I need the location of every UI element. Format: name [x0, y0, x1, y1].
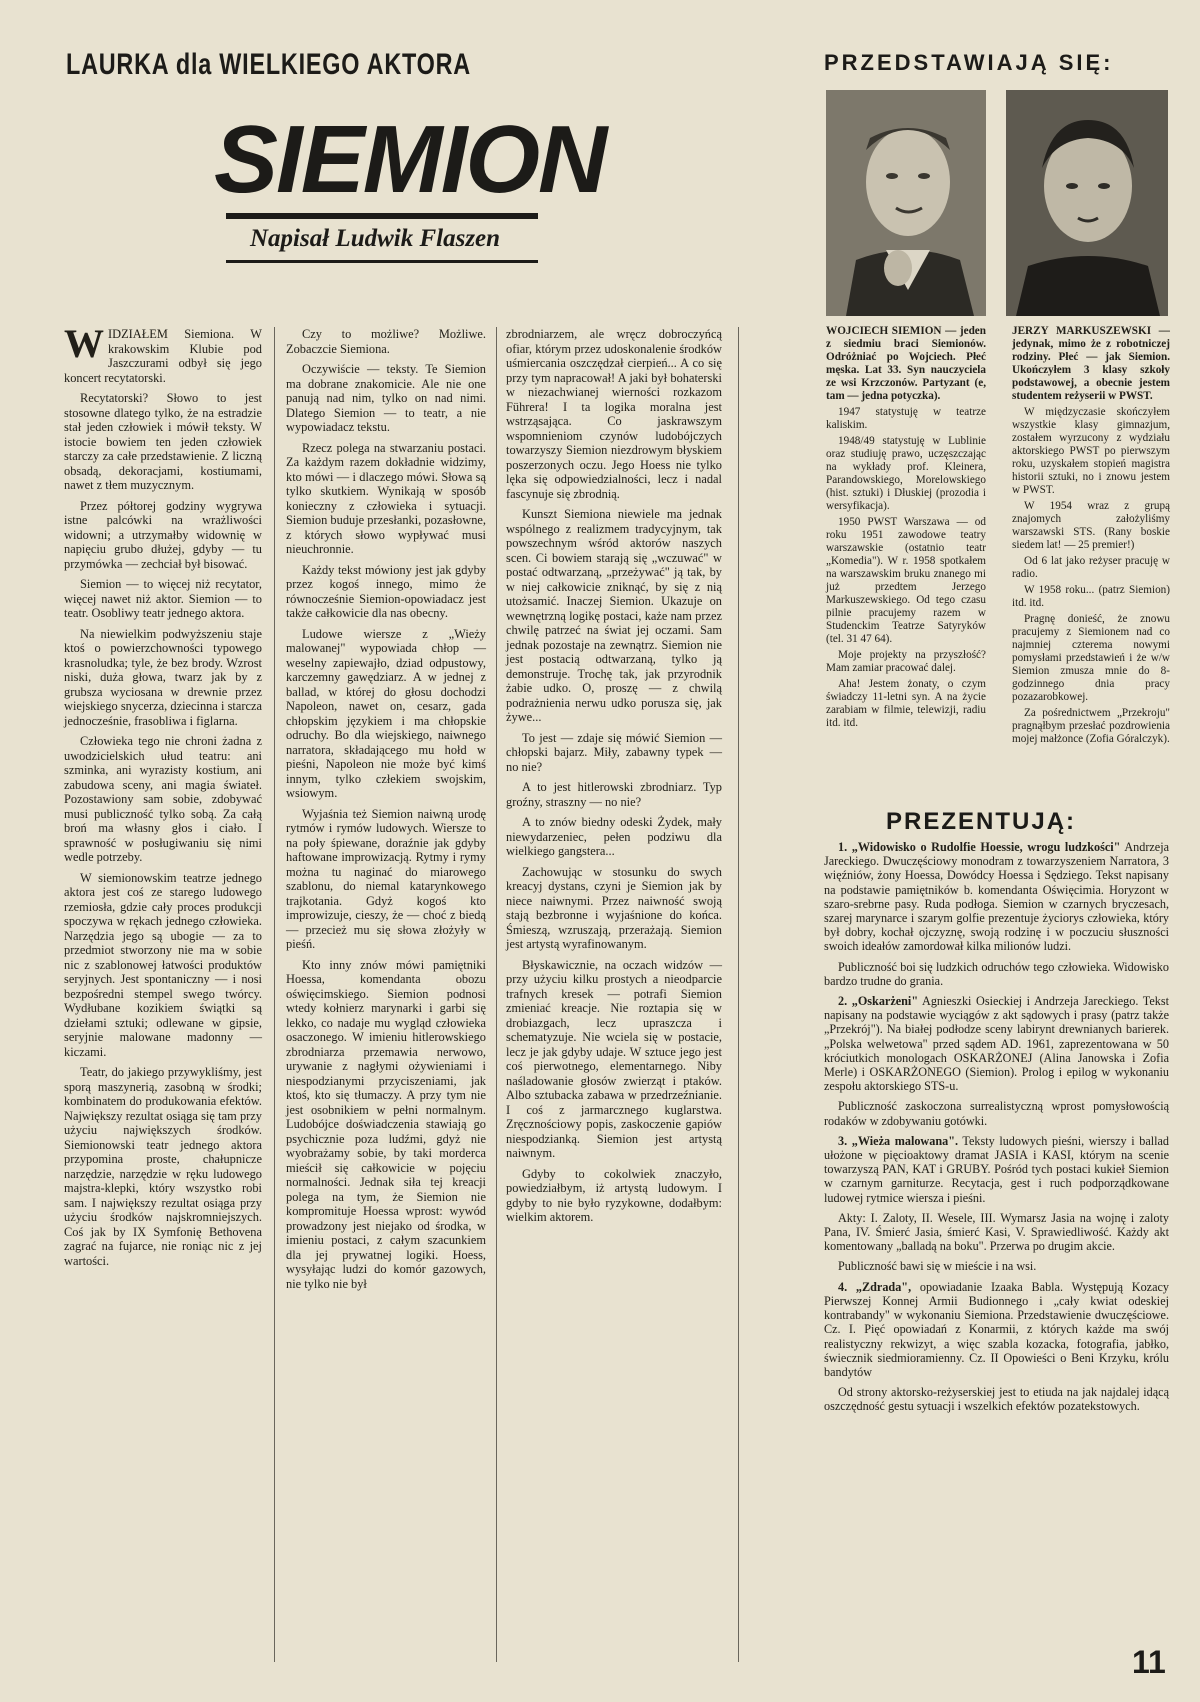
bio-markuszewski — [1012, 325, 1170, 749]
column-divider — [496, 327, 497, 1662]
portrait-photo-markuszewski — [1006, 90, 1168, 316]
presentation-item — [824, 1259, 1169, 1273]
article-column-3 — [506, 327, 722, 1231]
paragraph: Kunszt Siemiona niewiele ma jednak wspólnego z realizmem tradycyjnym, tak powszechnym wśród aktorów naszych scen. Ci bowiem starają się „wczuwać" w postać odtwarzaną, „przeżywać" ją tak, by w niej całkowicie zniknąć, by się z nią utożsamić. Inaczej Siemion. Ukazuje on wewnętrzną logikę postaci, każe nam przez chwilę patrzeć na świat jej oczami. Sam jednak pozostaje na zewnątrz. Siemion nie jest postacią odtwarzaną, tylko ją demonstruje. Trochę tak, jak przyrodnik żabie udko. O, proszę — z chwilą podrażnienia nerwu udko porusza się, jak żywe... — [506, 507, 722, 724]
presentation-text: Teksty ludowych pieśni, wierszy i ballad ułożone w pięcioaktowy dramat JASIA i KASI, którym na scenie towarzyszą PAN, KAT i GRUBY. Pośród tych postaci kukieł Siemion w czarnym garniturze. Recytacja, gest i ruch podporządkowane ludowej rytmice wiersza i pieśni. — [824, 1133, 1170, 1205]
portrait-image — [826, 90, 986, 316]
paragraph: Kto inny znów mówi pamiętniki Hoessa, komendanta obozu oświęcimskiego. Siemion podnosi wtedy kołnierz marynarki i garbi się lekko, co nadaje mu wygląd człowieka osaczonego. W imieniu hitlerowskiego zbrodniarza przemawia nerwowo, urywanie z nagłymi ożywieniami i niespodzianymi przyciszeniami, jak ktoś, kto się tłumaczy. A przy tym nie jest osobnikiem w pełni normalnym. Ludobójce doświadczenia stawiają go psychicznie poza ludźmi, gdyż nie wyobrażamy sobie, by taki morderca mieścił się całkowicie w pojęciu normalności. Jednak siła tej kreacji polega na tym, że Siemion nie kompromituje Hoessa wprost: wywód prowadzony jest niejako od środka, w imieniu postaci, z całym szacunkiem dla jej prywatnej logiki. Hoess, wysyłając ludzi do komór gazowych, nie tylko nie był — [286, 957, 486, 1291]
presentation-item — [824, 840, 1169, 954]
paragraph: Recytatorski? Słowo to jest stosowne dlatego tylko, że na estradzie stał jeden człowiek i mówił teksty. W istocie bowiem ten jeden człowiek starczy za całe przedstawienie. Z liczną obsadą, dekoracjami, kostiumami, nawet z tłem muzycznym. — [64, 391, 262, 492]
paragraph: Czy to możliwe? Możliwe. Zobaczcie Siemiona. — [286, 327, 486, 356]
presentations-list — [824, 840, 1169, 1420]
paragraph: Teatr, do jakiego przywykliśmy, jest sporą maszynerią, zasobną w środki; kombinatem do produkowania efektów. Największy rezultat osiąga się tam przy użyciu największych środków. Siemionowski teatr jednego aktora przypomina proste, chałupnicze narzędzie, narzędzie w ręku ludowego majstra-klepki, który wszystko robi sam. I największy rezultat osiąga przy użyciu środków najskromniejszych. Coś jak by IX Symfonię Bethovena zagrać na fujarce, nie roniąc nic z jej wartości. — [64, 1065, 262, 1268]
article-column-1 — [64, 321, 262, 1274]
bio-paragraph: 1948/49 statystuję w Lublinie oraz studiuję prawo, uczęszczając na wykłady prof. Kleinera, Parandowskiego, Morelowskiego (hist. sztuki) i Dłuskiej (prozodia i wersyfikacja). — [826, 435, 986, 512]
paragraph: Rzecz polega na stwarzaniu postaci. Za każdym razem dokładnie widzimy, kto mówi — i dlaczego mówi. Słowa są tylko skutkiem. Wynikają w sposób konieczny z człowieka i sytuacji. Siemion buduje przesłanki, pozasłowne, z których słowo wypływać musi nieuchronnie. — [286, 440, 486, 556]
presentation-text: Publiczność boi się ludzkich odruchów tego człowieka. Widowisko bardzo trudne do grania. — [824, 959, 1169, 988]
bio-paragraph: W 1954 wraz z grupą znajomych założyliśmy warszawski STS. (Rany boskie siedem lat! — 25 premier!) — [1012, 500, 1170, 551]
bio-paragraph: Moje projekty na przyszłość? Mam zamiar pracować dalej. — [826, 649, 986, 674]
bio-paragraph: JERZY MARKUSZEWSKI — jedynak, mimo że z robotniczej rodziny. Płeć — jak Siemion. Ukończyłem 3 klasy szkoły podstawowej, a obecnie jestem studentem reżyserii w PWST. — [1012, 325, 1170, 402]
paragraph: Człowieka tego nie chroni żadna z uwodzicielskich ułud teatru: ani szminka, ani wyrazisty kostium, ani zabudowa sceny, ani magia świateł. Pozostawiony sam sobie, zdobywać musi publiczność tylko sobą. Za całą broń ma własny głos i ciało. I sprawność w posługiwaniu się nimi wedle potrzeby. — [64, 734, 262, 864]
bio-paragraph: Od 6 lat jako reżyser pracuję w radio. — [1012, 555, 1170, 580]
column-divider — [274, 327, 275, 1662]
title-rule — [226, 213, 538, 219]
paragraph-text: IDZIAŁEM Siemiona. W krakowskim Klubie pod Jaszczurami odbył się jego koncert recytatorski. — [64, 327, 262, 385]
bio-paragraph: 1950 PWST Warszawa — od roku 1951 zawodowe teatry warszawskie (ostatnio teatr „Komedia"). W r. 1958 spotkałem na warszawskim bruku znanego mi już przedtem Jerzego Markuszewskiego. Od tego czasu pilnie pracujemy razem w Studenckim Teatrze Satyryków (tel. 31 47 64). — [826, 516, 986, 645]
presentation-text: Akty: I. Zaloty, II. Wesele, III. Wymarsz Jasia na wojnę i zaloty Pana, IV. Śmierć Jasia, śmierć Kasi, V. Sprawiedliwość. Każdy akt komentowany „balladą na boku". Przerwa po drugim akcie. — [824, 1210, 1169, 1254]
paragraph: W siemionowskim teatrze jednego aktora jest coś ze starego ludowego rzemiosła, gdzie cały proces produkcji spoczywa w rękach jednego człowieka. Narzędzia jego są ubogie — za to przedmiot stworzony nie ma w sobie nic z szablonowej łatwości produktów seryjnych. Jest spontaniczny — i nosi bezpośredni stempel swego twórcy. Wydłubane kozikiem świątki są dziełami sztuki; odlewane w gipsie, seryjnie malowane madonny — kiczami. — [64, 870, 262, 1059]
presentation-text: Andrzeja Jareckiego. Dwuczęściowy monodram z towarzyszeniem Narratora, 3 więźniów, żony Hoessa, Dowódcy Hoessa i Sędziego. Tekst napisany na podstawie pamiętników b. komendanta Oświęcimia. Horyzont w szaro-srebrne pasy. Ruda podłoga. Siemion w czarnych bryczesach, szarej marynarce i szarym golfie prezentuje życiorys człowieka, który był dobry, kochał ojczyznę, swoją rodzinę i w poczuciu słuszności swoich ideałów zamordował kilka milionów ludzi. — [824, 840, 1169, 954]
presentation-item — [824, 960, 1169, 988]
portrait-image — [1006, 90, 1168, 316]
presentations-heading: PREZENTUJĄ: — [886, 808, 1077, 835]
presentation-text: opowiadanie Izaaka Babla. Występują Kozacy Pierwszej Konnej Armii Budionnego i „cały kwiat odeskiej kontrabandy" w wykonaniu Siemiona. Przedstawienie dwuczęściowe. Cz. I. Pięć opowiadań z Konarmii, z których każde ma swój realistyczny rekwizyt, a więc szabla kozacka, fotografia, jabłko, świecznik siedmioramienny. Cz. II Opowieści o Beni Krzyku, królu bandytów — [824, 1279, 1169, 1379]
presentation-title: 1. „Widowisko o Rudolfie Hoessie, wrogu ludzkości" — [838, 840, 1121, 854]
presentation-text: Agnieszki Osieckiej i Andrzeja Jareckiego. Tekst napisany na podstawie wyciągów z akt sądowych i prasy (patrz także „Przekrój"). Na białej podłodze sceny labirynt drewnianych barierek. „Polska welwetowa" przed sądem AD. 1961, zaprezentowana w 50 króciutkich monologach OSKARŻONEJ (Alina Janowska i Zofia Merle) i OSKARŻONEGO (Siemion). Prolog i epilog w wykonaniu zespołu aktorskiego STS-u. — [824, 994, 1169, 1094]
presentation-item — [824, 1099, 1169, 1127]
presentation-title: 3. „Wieża malowana". — [838, 1133, 959, 1148]
paragraph: zbrodniarzem, ale wręcz dobroczyńcą ofiar, którym przez udoskonalenie środków uśmiercania oszczędzał cierpień... A co się przy tym napracował! A jaki był bohaterski w niezachwianej wierności rozkazom Führera! I ta logika moralna jest wstrząsająca. Co jaskrawszym wspomnieniom czynów ludobójczych towarzyszy Siemion niezdrowym błyskiem poszerzonych oczu. Jego Hoess nie tylko lęka się odpowiedzialności, lecz i nadal fascynuje się zbrodnią. — [506, 327, 722, 501]
drop-cap: W — [64, 321, 104, 366]
sidebar-heading: PRZEDSTAWIAJĄ SIĘ: — [824, 50, 1114, 75]
paragraph: Każdy tekst mówiony jest jak gdyby przez kogoś innego, mimo że równocześnie Siemion-opowiadacz jest także całkowicie dla nas obecny. — [286, 562, 486, 620]
bio-paragraph: WOJCIECH SIEMION — jeden z siedmiu braci Siemionów. Odróżniać po Wojciech. Płeć męska. Lat 33. Syn nauczyciela ze wsi Krzczonów. Partyzant (e, tam — jedna potyczka). — [826, 325, 986, 402]
presentation-item — [824, 1385, 1169, 1413]
bio-paragraph: W 1958 roku... (patrz Siemion) itd. itd. — [1012, 584, 1170, 609]
bio-paragraph: Pragnę donieść, że znowu pracujemy z Siemionem nad co najmniej czterema nowymi pomysłami przedstawień i że w/w Siemion zmusza mnie do 8-godzinnego dnia pracy pozazarobkowej. — [1012, 613, 1170, 703]
paragraph: Błyskawicznie, na oczach widzów — przy użyciu kilku prostych a nieodparcie trafnych kresek — potrafi Siemion zmieniać kreacje. Nie roztapia się w drobiazgach, lecz upraszcza i schematyzuje. Nie wciela się w postacie, lecz je jak gdyby udaje. W sztuce jego jest coś pierwotnego, elementarnego. Niby naśladowanie głosów zwierząt i ptaków. Albo sztubacka zabawa w przedrzeźnianie. I coś z jarmarcznego kuglarstwa. Zręcznościowy popis, zaskoczenie gapiów niespodzianką. Siemion jest artystą naiwnym. — [506, 957, 722, 1160]
article-title: SIEMION — [214, 106, 606, 213]
article-column-2 — [286, 327, 486, 1297]
presentation-item — [824, 1134, 1169, 1205]
bio-paragraph: 1947 statystuję w teatrze kaliskim. — [826, 406, 986, 431]
paragraph: Oczywiście — teksty. Te Siemion ma dobrane znakomicie. Ale nie one panują nad nim, tylko on nad nimi. Dlatego Siemion — to teatr, a nie wypowiadacz tekstu. — [286, 362, 486, 434]
paragraph: Przez półtorej godziny wygrywa istne palcówki na wrażliwości widowni; a utrzymałby widownię w napięciu grubo dłużej, gdyby — tu przymówka — zechciał był bisować. — [64, 498, 262, 571]
byline: Napisał Ludwik Flaszen — [250, 225, 501, 252]
byline-rule — [226, 260, 538, 263]
portrait-photo-siemion — [826, 90, 986, 316]
presentation-text: Publiczność zaskoczona surrealistyczną wprost pomysłowością rodaków w zdobywaniu gotówki. — [824, 1099, 1169, 1128]
presentation-text: Od strony aktorsko-reżyserskiej jest to etiuda na jak najdalej idącą oszczędność gestu sytuacji i wszelkich efektów pozatekstowych. — [824, 1385, 1169, 1414]
presentation-item — [824, 1280, 1169, 1379]
kicker-headline: LAURKA dla WIELKIEGO AKTORA — [66, 48, 471, 81]
paragraph: Zachowując w stosunku do swych kreacyj dystans, czyni je Siemion jak by niece naiwnymi. Przez naiwność swoją stają bezbronne i wyjaśnione do końca. Śmieszą, wzruszają, przerażają. Siemion jest artystą wyrafinowanym. — [506, 864, 722, 951]
paragraph: A to znów biedny odeski Żydek, mały niewydarzeniec, pełen podziwu dla wielkiego gangstera... — [506, 815, 722, 858]
bio-paragraph: Za pośrednictwem „Przekroju" pragnąłbym przesłać pozdrowienia mojej małżonce (Zofia Góralczyk). — [1012, 707, 1170, 745]
paragraph: Gdyby to cokolwiek znaczyło, powiedziałbym, iż artystą ludowym. I gdyby to nie było ryzykowne, dodałbym: wielkim aktorem. — [506, 1166, 722, 1224]
paragraph: Na niewielkim podwyższeniu staje ktoś o powierzchowności typowego krasnoludka; tyle, że bez brody. Wzrost niski, duża głowa, twarz jak by z grubsza wyciosana w drewnie przez wiejskiego snycerza, dziecinna i starcza jednocześnie, frasobliwa i figlarna. — [64, 626, 262, 728]
paragraph: Wyjaśnia też Siemion naiwną urodę rytmów i rymów ludowych. Wiersze to na poły śpiewane, doraźnie jak gdyby haftowane improwizacją. Rytmy i rymy można tu naginać do miarowego szablonu, do niemal katarynkowego trajkotania. Gdyż kogoś kto improwizuje, cieszy, że — choć z biedą — przecież mu się słowa złożyły w pieśń. — [286, 806, 486, 951]
presentation-text: Publiczność bawi się w mieście i na wsi. — [838, 1259, 1037, 1274]
paragraph — [64, 321, 262, 385]
presentation-item — [824, 1211, 1169, 1254]
presentation-item — [824, 994, 1169, 1093]
column-divider — [738, 327, 739, 1662]
paragraph: Ludowe wiersze z „Wieży malowanej" wypowiada chłop — weselny zapiewajło, dziad odpustowy, karczemny gawędziarz. A w jednej z ballad, w której do głosu dochodzi Napoleon, nawet on, cesarz, gada chłopskim językiem i ma chłopskie odruchy. Bo dla wiejskiego, naiwnego narratora, składającego mu hołd w pieśni, Napoleon nie może być kimś innym, tylko człekiem swojskim, wsiowym. — [286, 626, 486, 800]
bio-siemion — [826, 325, 986, 733]
bio-paragraph: Aha! Jestem żonaty, o czym świadczy 11-letni syn. A na życie zarabiam w filmie, telewizji, radiu itd. itd. — [826, 678, 986, 729]
paragraph: A to jest hitlerowski zbrodniarz. Typ groźny, straszny — no nie? — [506, 780, 722, 809]
paragraph: To jest — zdaje się mówić Siemion — chłopski bajarz. Miły, zabawny typek — no nie? — [506, 730, 722, 774]
page-number: 11 — [1132, 1644, 1166, 1680]
bio-paragraph: W międzyczasie skończyłem wszystkie klasy gimnazjum, zostałem wyrzucony z wydziału aktorskiego PWST po pierwszym roku, uzyskałem stopień magistra historii sztuki, no i znowu jestem w PWST. — [1012, 406, 1170, 496]
presentation-title: 4. „Zdrada", — [838, 1279, 912, 1294]
paragraph: Siemion — to więcej niż recytator, więcej nawet niż aktor. Siemion — to teatr. Osobliwy teatr jednego aktora. — [64, 577, 262, 620]
presentation-title: 2. „Oskarżeni" — [838, 994, 919, 1009]
